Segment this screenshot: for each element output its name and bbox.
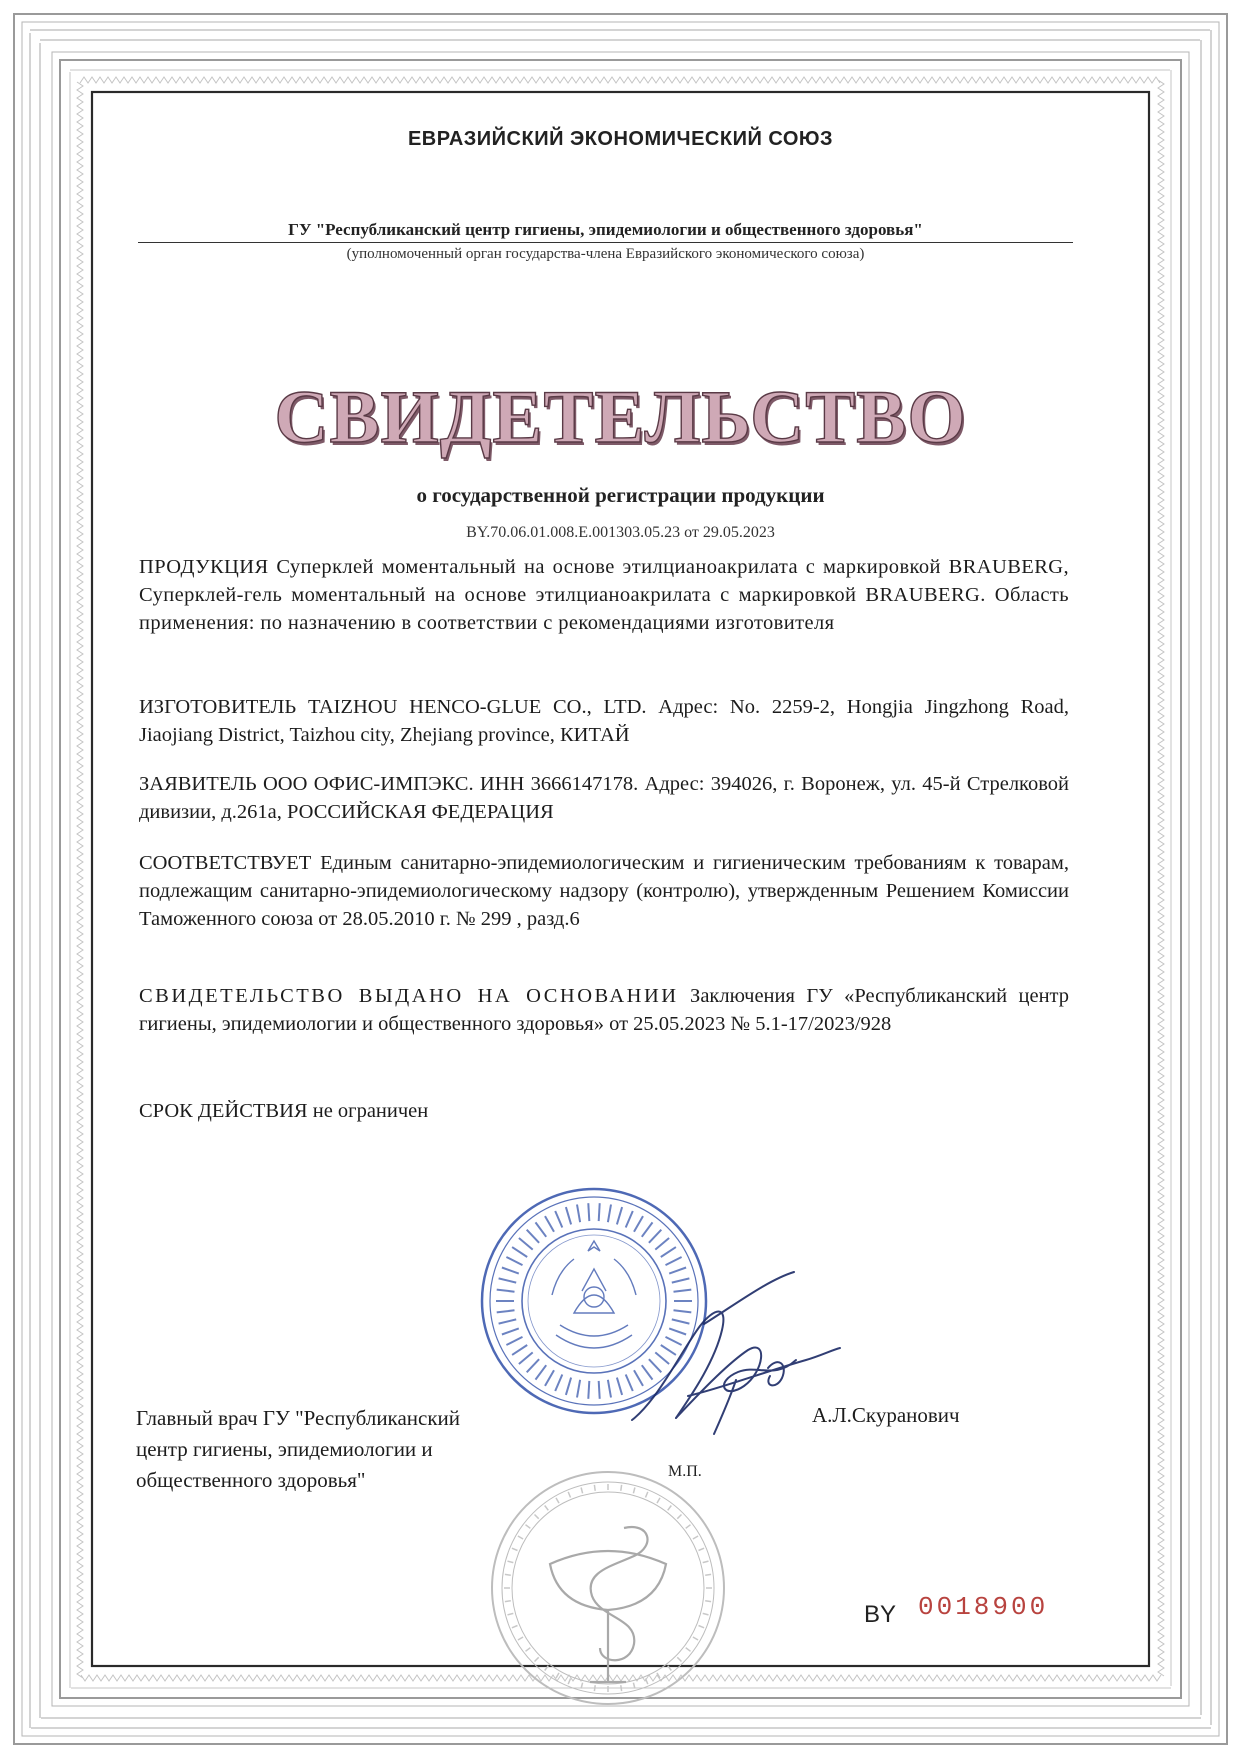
product-section <box>139 553 1069 637</box>
manufacturer-label: ИЗГОТОВИТЕЛЬ <box>139 696 297 718</box>
validity-section <box>139 1097 1069 1125</box>
validity-label: СРОК ДЕЙСТВИЯ <box>139 1100 308 1122</box>
product-label: ПРОДУКЦИЯ <box>139 556 269 578</box>
applicant-section <box>139 770 1069 826</box>
union-title: ЕВРАЗИЙСКИЙ ЭКОНОМИЧЕСКИЙ СОЮЗ <box>407 128 834 150</box>
certificate-subtitle: о государственной регистрации продукции <box>416 483 825 507</box>
issuing-organization: ГУ "Республиканский центр гигиены, эпидемиологии и общественного здоровья" <box>138 220 1073 243</box>
certificate-number: BY.70.06.01.008.E.001303.05.23 от 29.05.2023 <box>466 524 775 541</box>
applicant-text: ООО ОФИС-ИМПЭКС. ИНН 3666147178. Адрес: 394026, г. Воронеж, ул. 45-й Стрелковой дивизии, д.261а, РОССИЙСКАЯ ФЕДЕРАЦИЯ <box>139 773 1069 823</box>
signatory-position-line-1: Главный врач ГУ "Республиканский <box>136 1406 461 1430</box>
serial-number: 0018900 <box>918 1592 1049 1622</box>
certificate-title: СВИДЕТЕЛЬСТВО <box>274 376 967 459</box>
validity-text: не ограничен <box>307 1100 429 1122</box>
product-text: Суперклей моментальный на основе этилцианоакрилата с маркировкой BRAUBERG, Суперклей-гель моментальный на основе этилцианоакрилата с маркировкой BRAUBERG. Область применения: по назначению в соответствии с рекомендациями изготовителя <box>139 556 1069 634</box>
signatory-position-line-3: общественного здоровья" <box>136 1468 366 1492</box>
manufacturer-text: TAIZHOU HENCO-GLUE CO., LTD. Адрес: No. 2259-2, Hongjia Jingzhong Road, Jiaojiang District, Taizhou city, Zhejiang province, КИТАЙ <box>139 696 1069 746</box>
embossed-seal <box>488 1468 728 1708</box>
signatory-name: А.Л.Скуранович <box>812 1403 960 1427</box>
basis-text: Заключения ГУ «Республиканский центр гигиены, эпидемиологии и общественного здоровья» от 25.05.2023 № 5.1-17/2023/928 <box>139 985 1070 1035</box>
conformity-text: Единым санитарно-эпидемиологическим и гигиеническим требованиям к товарам, подлежащим санитарно-эпидемиологическому надзору (контролю), утвержденным Решением Комиссии Таможенного союза от 28.05.2010 г. № 299 , разд.6 <box>139 852 1069 930</box>
signatory-position-line-2: центр гигиены, эпидемиологии и <box>136 1437 433 1461</box>
basis-section <box>139 982 1069 1038</box>
organization-note: (уполномоченный орган государства-члена Евразийского экономического союза) <box>346 246 865 262</box>
applicant-label: ЗАЯВИТЕЛЬ <box>139 773 257 795</box>
manufacturer-section <box>139 693 1069 749</box>
basis-label: СВИДЕТЕЛЬСТВО ВЫДАНО НА ОСНОВАНИИ <box>139 985 679 1007</box>
conformity-label: СООТВЕТСТВУЕТ <box>139 852 312 874</box>
conformity-section <box>139 849 1069 933</box>
seal-place-label: М.П. <box>668 1463 702 1480</box>
serial-prefix: BY <box>864 1601 897 1628</box>
